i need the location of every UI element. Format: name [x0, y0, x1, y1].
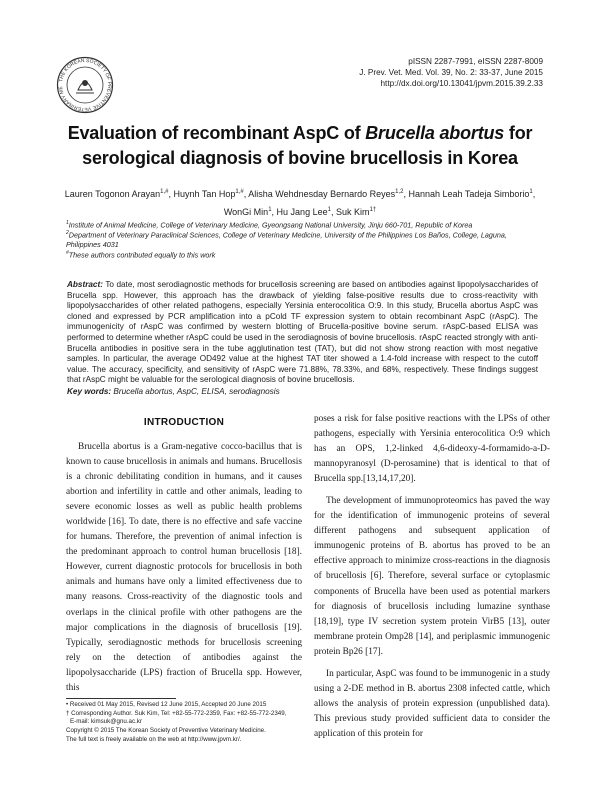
author: , Hannah Leah Tadeja Simborio [403, 189, 530, 199]
author: , WonGi Min [223, 189, 536, 217]
affiliation-2 [66, 229, 540, 248]
issn-line: pISSN 2287-7991, eISSN 2287-8009 [408, 57, 543, 66]
intro-paragraph-2: The development of immunoproteomics has paved the way for the identification of immunogenic proteins of several different pathogens and subsequent application of immunogenic proteins of B. abortus has proved to be an effective approach to minimize cross-reactions in the diagnosis of brucellosis [6]. Therefore, several surface or cytoplasmic components of Brucella have been used as potential markers for diagnosis of brucellosis including lumazine synthase [18,19], type IV secretion system protein VirB5 [13], outer membrane protein Omp28 [14], and periplasmic immunogenic protein Bp26 [17]. [314, 496, 550, 657]
affiliation-text: Department of Veterinary Paraclinical Sciences, College of Veterinary Medicine, University of the Philippines Los Baños, College, Laguna, Philippines 4031 [66, 230, 507, 249]
author-sup: 1 [268, 207, 272, 213]
svg-text:THE KOREAN SOCIETY OF PREVENTI: THE KOREAN SOCIETY OF PREVENTIVE VETERINARY ME [57, 57, 113, 113]
title-part-2: for serological diagnosis of bovine brucellosis in Korea [82, 123, 533, 168]
intro-paragraph-3: In particular, AspC was found to be immunogenic in a study using a 2-DE method in B. abortus 2308 infected cattle, which allows the analysis of protein expression (unpublished data). This previous study provided sufficient data to consider the application of this protein for [314, 668, 551, 739]
keywords-label: Key words: [67, 387, 112, 396]
author-sup: 1,# [235, 189, 244, 195]
affiliation-sup: # [66, 249, 69, 256]
title-part-1: Evaluation of recombinant AspC of [67, 123, 366, 143]
author-sup: 1,2 [395, 189, 404, 195]
footnotes [66, 701, 306, 745]
affiliation-1 [66, 219, 540, 229]
received-dates: • Received 01 May 2015, Revised 12 June 2015, Accepted 20 June 2015 [66, 701, 267, 708]
footnote-divider [66, 698, 176, 699]
author: , Alisha Wehdnesday Bernardo Reyes [243, 189, 396, 199]
abstract-text: To date, most serodiagnostic methods for brucellosis screening are based on antibodies against lipopolysaccharides of Brucella spp. However, this approach has the drawback of yielding false-positive results due to cross-reactivity with lipopolysaccharides of other related pathogens, especially Yersinia enterocolitica O:9. In this study, Brucella abortus AspC was cloned and expressed by PCR amplification into a pCold TF expression system to obtain recombinant AspC (rAspC). The immunogenicity of rAspC was confirmed by western blotting of Brucella-positive bovine serum. rAspC-based ELISA was performed to determine whether rAspC could be used in the serodiagnosis of bovine brucellosis. rAspC reacted strongly with anti-Brucella antibodies in positive sera in the tube agglutination test (TAT), but did not show strong reaction with most negative samples. In particular, the average OD492 value at the highest TAT titer showed a 1.4-fold increase with respect to the cutoff value. The accuracy, specificity, and sensitivity of rAspC were 71.88%, 78.33%, and 68%, respectively. These findings suggest that rAspC might be valuable for the serological diagnosis of bovine brucellosis. [67, 280, 538, 385]
corresponding-author: † Corresponding Author. Suk Kim, Tel: +82-55-772-2359, Fax: +82-55-772-2349, [66, 709, 287, 717]
doi-link[interactable]: http://dx.doi.org/10.13041/jpvm.2015.39.2.33 [380, 79, 543, 88]
author: , Huynh Tan Hop [168, 189, 236, 199]
author: , Hu Jang Lee [271, 207, 328, 217]
affiliation-text: Institute of Animal Medicine, College of Veterinary Medicine, Gyeongsang National University, Jinju 660-701, Republic of Korea [68, 220, 473, 230]
author-sup: 1 [529, 189, 533, 195]
society-seal-logo [56, 56, 114, 114]
author-sup: 1 [327, 207, 331, 213]
author-list [60, 184, 540, 220]
body-column-left [66, 440, 302, 696]
author: Lauren Togonon Arayan [64, 189, 161, 199]
author: , Suk Kim [330, 207, 370, 217]
abstract [67, 280, 538, 386]
affiliation-sup: 1 [66, 220, 69, 226]
keywords-text: Brucella abortus, AspC, ELISA, serodiagnosis [113, 387, 280, 396]
journal-citation: J. Prev. Vet. Med. Vol. 39, No. 2: 33-37, June 2015 [359, 68, 543, 77]
keywords [67, 387, 538, 397]
copyright: Copyright © 2015 The Korean Society of Preventive Veterinary Medicine. [66, 727, 266, 735]
affiliation-3 [66, 249, 540, 259]
intro-paragraph-1: Brucella abortus is a Gram-negative cocco-bacillus that is known to cause brucellosis in animals and humans. Brucellosis is a chronic debilitating condition in humans, and it causes abortion and infertility in cattle and other animals, leading to severe economic losses as well as public health problems worldwide [16]. To date, there is no effective and safe vaccine for humans. Therefore, the prevention of animal infection is the predominant approach to control human brucellosis [18]. However, current diagnostic protocols for brucellosis in both animals and humans have only a limited effectiveness due to many reasons. Cross-reactivity of the diagnostic tools and overlaps in the clinical profile with other pathogens are the major complications in the diagnosis of brucellosis [19]. Typically, serodiagnostic methods for brucellosis screening rely on the detection of antibodies against the lipopolysaccharide (LPS) fraction of Brucella spp. However, this [66, 442, 302, 693]
affiliation-sup: 2 [66, 230, 69, 237]
affiliations [66, 219, 540, 259]
author-sup: 1† [369, 207, 377, 213]
article-title [40, 121, 560, 171]
body-column-right [314, 412, 550, 742]
title-species: Brucella abortus [365, 123, 505, 143]
abstract-label: Abstract: [67, 280, 103, 289]
corresponding-email[interactable]: E-mail: kimsuk@gnu.ac.kr [70, 718, 142, 726]
author-sup: 1,# [160, 189, 169, 195]
journal-info [283, 56, 543, 89]
access-note: The full text is freely available on the web at http://www.jpvm.kr/. [66, 735, 242, 743]
section-heading-introduction: INTRODUCTION [143, 417, 225, 428]
affiliation-text: These authors contributed equally to this work [68, 250, 216, 260]
intro-paragraph-continued: poses a risk for false positive reactions with the LPSs of other pathogens, especially with Yersinia enterocolitica O:9 which has an OPS, 1,2-linked 4,6-dideoxy-4-formamido-a-D-mannopyranosyl (D-perosamine) that is identical to that of Brucella spp.[13,14,17,20]. [314, 414, 550, 485]
